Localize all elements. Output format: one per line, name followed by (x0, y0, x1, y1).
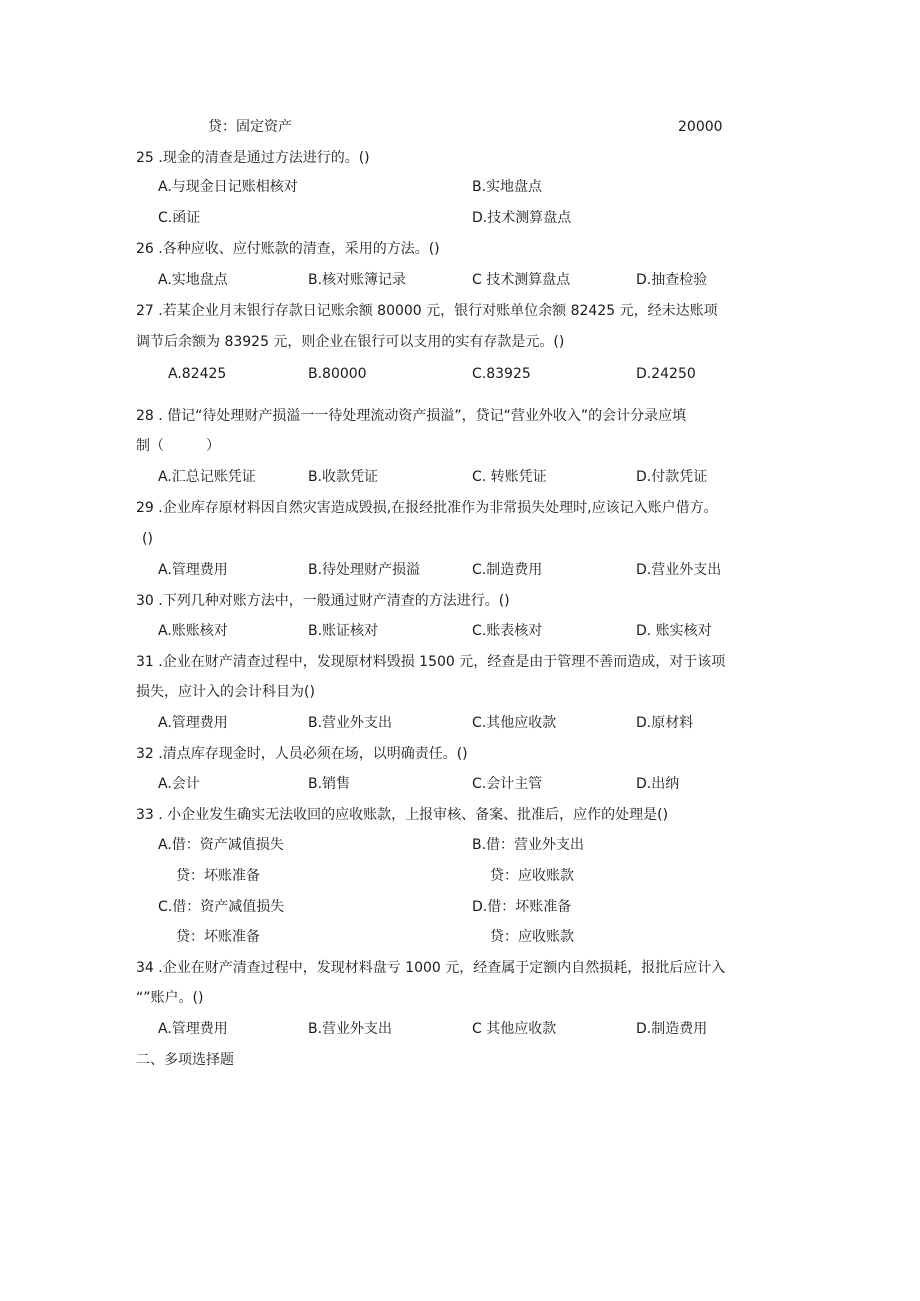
question-33-option-b-debit: B.借：营业外支出 (472, 837, 585, 853)
question-30-option-d: D. 账实核对 (636, 623, 712, 639)
question-26-option-c: C 技术测算盘点 (472, 272, 571, 288)
question-29-stem-line-2: () (142, 531, 153, 547)
question-29-option-b: B.待处理财产损溢 (308, 562, 421, 578)
question-26-stem: 26 .各种应收、应付账款的清查，采用的方法。() (136, 241, 440, 257)
question-34-stem-line-2: “”账户。() (136, 990, 204, 1006)
question-31-option-d: D.原材料 (636, 715, 694, 731)
question-30-option-c: C.账表核对 (472, 623, 543, 639)
question-34-option-d: D.制造费用 (636, 1021, 708, 1037)
question-32-option-d: D.出纳 (636, 776, 680, 792)
question-33-option-d-debit: D.借：坏账准备 (472, 899, 572, 915)
question-33-option-c-credit: 贷：坏账准备 (176, 929, 260, 945)
question-25-option-a: A.与现金日记账相核对 (158, 179, 298, 195)
question-25-stem: 25 .现金的清查是通过方法进行的。() (136, 150, 370, 166)
question-34-option-a: A.管理费用 (158, 1021, 228, 1037)
question-27-stem-line-2: 调节后余额为 83925 元，则企业在银行可以支用的实有存款是元。() (136, 334, 565, 350)
question-30-stem: 30 .下列几种对账方法中，一般通过财产清查的方法进行。() (136, 593, 510, 609)
question-30-option-a: A.账账核对 (158, 623, 228, 639)
question-25-option-d: D.技术测算盘点 (472, 210, 572, 226)
question-28-option-b: B.收款凭证 (308, 469, 379, 485)
question-34-option-c: C 其他应收款 (472, 1021, 557, 1037)
question-25-option-b: B.实地盘点 (472, 179, 543, 195)
question-29-stem-line-1: 29 .企业库存原材料因自然灾害造成毁损,在报经批准作为非常损失处理时,应该记入账户借方。 (136, 500, 718, 516)
question-33-option-b-credit: 贷：应收账款 (490, 868, 574, 884)
question-31-option-c: C.其他应收款 (472, 715, 557, 731)
question-33-option-c-debit: C.借：资产减值损失 (158, 899, 285, 915)
question-32-option-b: B.销售 (308, 776, 351, 792)
question-33-option-a-debit: A.借：资产减值损失 (158, 837, 284, 853)
question-28-option-c: C. 转账凭证 (472, 469, 547, 485)
question-28-option-d: D.付款凭证 (636, 469, 708, 485)
question-27-option-a: A.82425 (168, 366, 227, 382)
question-32-stem: 32 .清点库存现金时，人员必须在场，以明确责任。() (136, 746, 468, 762)
question-30-option-b: B.账证核对 (308, 623, 379, 639)
question-29-option-c: C.制造费用 (472, 562, 543, 578)
question-29-option-a: A.管理费用 (158, 562, 228, 578)
question-28-stem-line-2: 制（ ） (136, 438, 220, 454)
question-32-option-a: A.会计 (158, 776, 200, 792)
question-27-option-c: C.83925 (472, 366, 531, 382)
question-27-option-d: D.24250 (636, 366, 696, 382)
question-34-option-b: B.营业外支出 (308, 1021, 393, 1037)
question-33-stem: 33 . 小企业发生确实无法收回的应收账款，上报审核、备案、批准后，应作的处理是() (136, 807, 669, 823)
carry-over-label: 贷：固定资产 (208, 119, 292, 135)
question-31-option-b: B.营业外支出 (308, 715, 393, 731)
question-33-option-a-credit: 贷：坏账准备 (176, 868, 260, 884)
question-26-option-d: D.抽查检验 (636, 272, 708, 288)
section-heading: 二、多项选择题 (136, 1052, 234, 1068)
question-25-option-c: C.函证 (158, 210, 201, 226)
question-31-stem-line-1: 31 .企业在财产清查过程中，发现原材料毁损 1500 元，经查是由于管理不善而造成，对于该项 (136, 654, 726, 670)
question-31-option-a: A.管理费用 (158, 715, 228, 731)
question-32-option-c: C.会计主管 (472, 776, 543, 792)
question-28-option-a: A.汇总记账凭证 (158, 469, 256, 485)
question-29-option-d: D.营业外支出 (636, 562, 722, 578)
question-28-stem-line-1: 28 . 借记“待处理财产损溢一一待处理流动资产损溢”，贷记“营业外收入”的会计分录应填 (136, 408, 687, 424)
question-26-option-b: B.核对账簿记录 (308, 272, 407, 288)
question-27-option-b: B.80000 (308, 366, 367, 382)
question-27-stem-line-1: 27 .若某企业月末银行存款日记账余额 80000 元，银行对账单位余额 82425 元，经未达账项 (136, 303, 718, 319)
carry-over-amount: 20000 (678, 119, 723, 135)
question-34-stem-line-1: 34 .企业在财产清查过程中，发现材料盘亏 1000 元，经查属于定额内自然损耗，报批后应计入 (136, 960, 726, 976)
question-33-option-d-credit: 贷：应收账款 (490, 929, 574, 945)
question-31-stem-line-2: 损失，应计入的会计科目为() (136, 684, 315, 700)
question-26-option-a: A.实地盘点 (158, 272, 228, 288)
